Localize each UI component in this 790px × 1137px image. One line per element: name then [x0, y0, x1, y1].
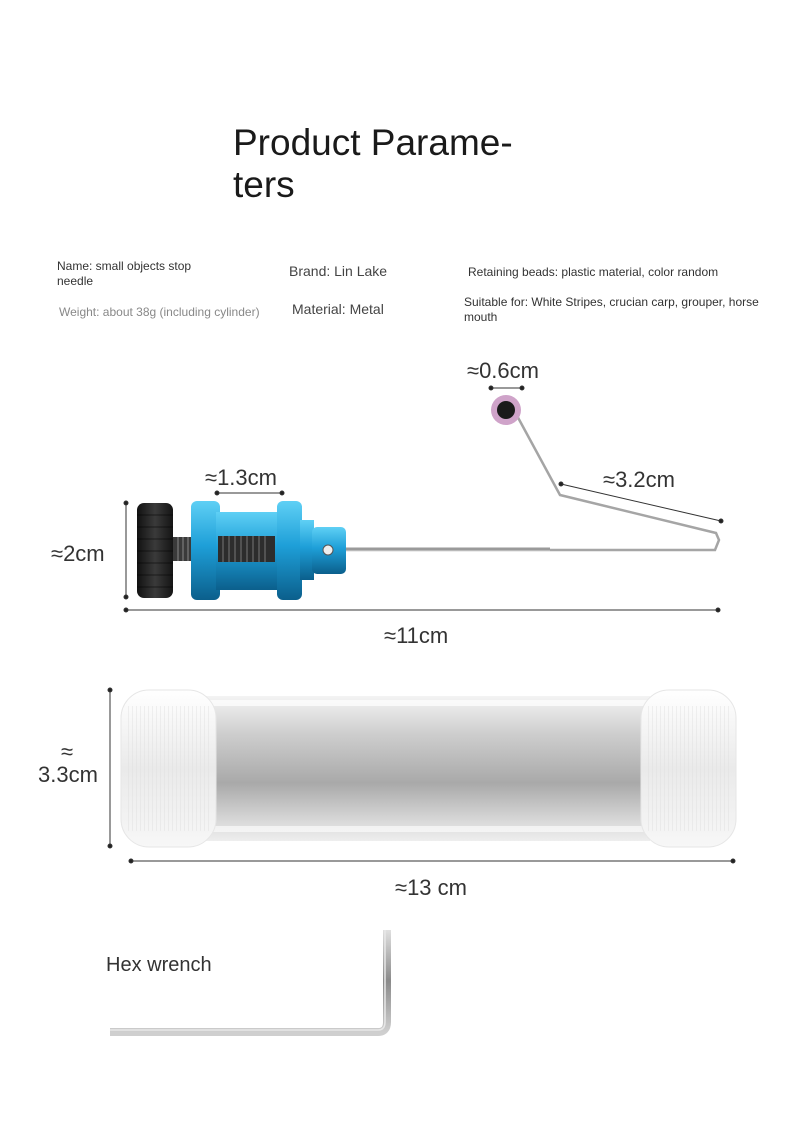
param-suitable: Suitable for: White Stripes, crucian carp, grouper, horse mouth [464, 295, 759, 324]
dim-tube-height: 3.3cm [38, 762, 98, 787]
dim-tube-length: ≈13 cm [395, 875, 467, 900]
param-name: Name: small objects stop needle [57, 259, 192, 288]
dim-bead: ≈0.6cm [467, 358, 539, 383]
param-beads: Retaining beads: plastic material, color random [468, 265, 719, 279]
hex-wrench-label: Hex wrench [106, 954, 212, 976]
dim-hook: ≈3.2cm [603, 467, 675, 492]
dim-knob-width: ≈1.3cm [205, 465, 277, 490]
storage-tube-illustration [121, 690, 736, 847]
page-title: Product Parame- ters [233, 122, 513, 205]
dim-tube-height-symbol: ≈ [61, 739, 74, 764]
dim-length: ≈11cm [384, 623, 449, 648]
param-material: Material: Metal [292, 301, 384, 317]
param-brand: Brand: Lin Lake [289, 263, 388, 279]
needle-tool-illustration [137, 395, 719, 600]
param-weight: Weight: about 38g (including cylinder) [59, 305, 260, 319]
hex-wrench-illustration [110, 930, 387, 1032]
dim-height: ≈2cm [51, 541, 105, 566]
